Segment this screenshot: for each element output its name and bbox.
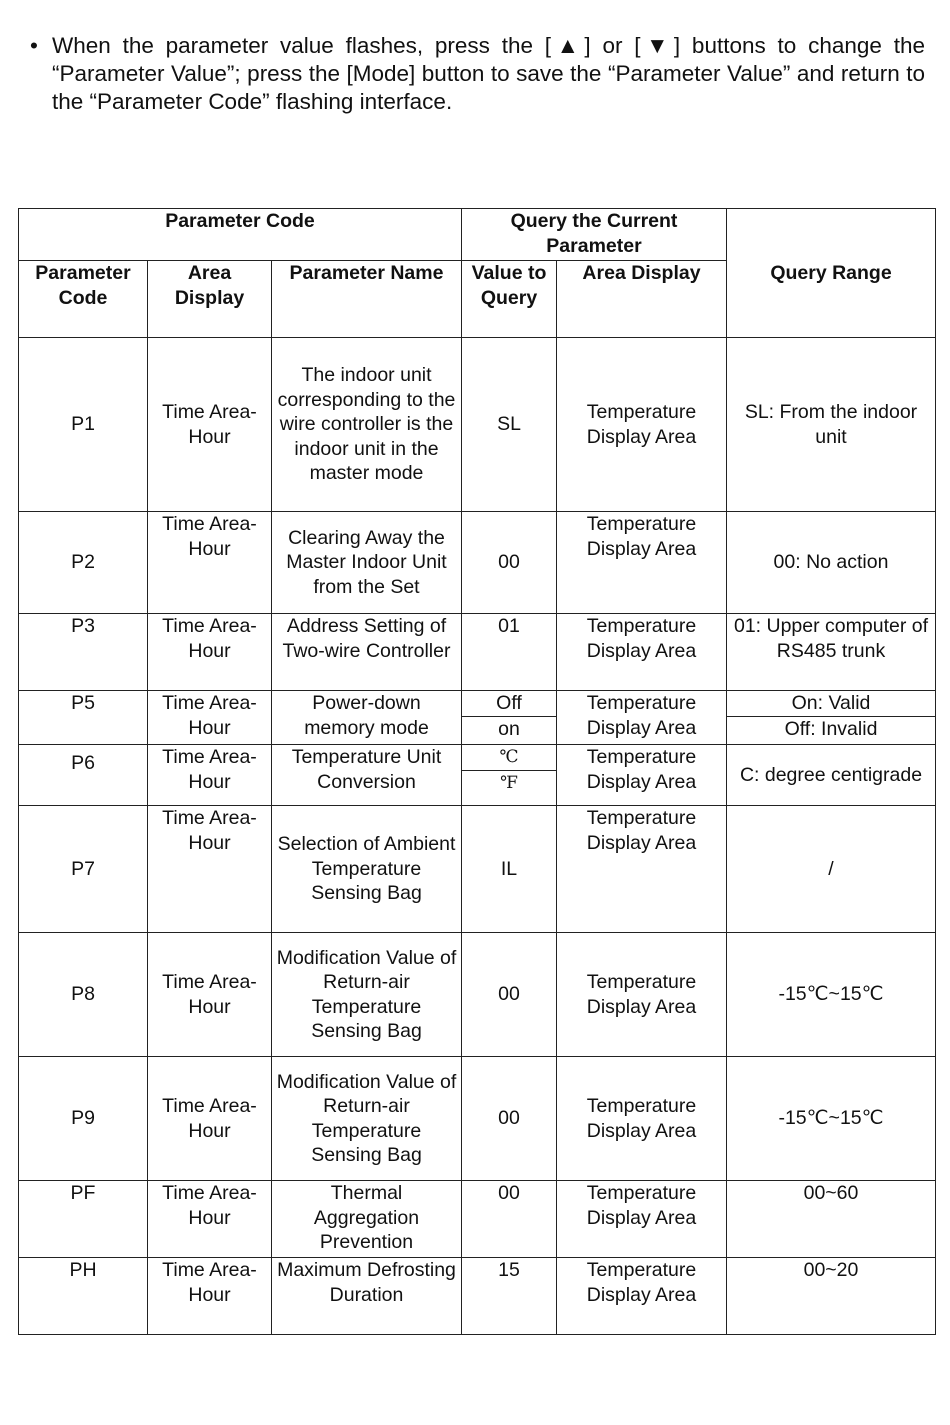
- cell-range: -15℃~15℃: [727, 1057, 936, 1181]
- cell-display: Temperature Display Area: [557, 691, 727, 745]
- cell-code: P8: [19, 933, 148, 1057]
- intro-text: When the parameter value flashes, press the [▲] or [▼] buttons to change the “Parameter Value”; press the [Mode] button to save the “Parameter Value” and return to the “Parameter Code” flashing interface.: [52, 33, 925, 114]
- cell-code: PF: [19, 1181, 148, 1258]
- cell-value: 01: [462, 614, 557, 691]
- cell-area: Time Area-Hour: [148, 745, 272, 806]
- cell-value: 00: [462, 512, 557, 614]
- cell-range: 00: No action: [727, 512, 936, 614]
- cell-code: P7: [19, 806, 148, 933]
- cell-area: Time Area-Hour: [148, 691, 272, 745]
- cell-value: IL: [462, 806, 557, 933]
- cell-range: C: degree centigrade: [727, 745, 936, 806]
- cell-display: Temperature Display Area: [557, 806, 727, 933]
- cell-code: P6: [19, 745, 148, 806]
- cell-name: Selection of Ambient Temperature Sensing Bag: [272, 806, 462, 933]
- cell-display: Temperature Display Area: [557, 512, 727, 614]
- table-row: [19, 806, 936, 933]
- table-row: [19, 1258, 936, 1335]
- header-parameter-code: Parameter Code: [19, 261, 148, 338]
- cell-code: P9: [19, 1057, 148, 1181]
- cell-code: PH: [19, 1258, 148, 1335]
- header-parameter-name: Parameter Name: [272, 261, 462, 338]
- cell-code: P1: [19, 338, 148, 512]
- cell-value: 15: [462, 1258, 557, 1335]
- cell-range-off: Off: Invalid: [727, 716, 935, 742]
- cell-display: Temperature Display Area: [557, 614, 727, 691]
- cell-range: 00~20: [727, 1258, 936, 1335]
- intro-paragraph: [30, 32, 925, 116]
- cell-display: Temperature Display Area: [557, 933, 727, 1057]
- cell-range: -15℃~15℃: [727, 933, 936, 1057]
- cell-name: Temperature Unit Conversion: [272, 745, 462, 806]
- cell-name: Modification Value of Return-air Temperature Sensing Bag: [272, 933, 462, 1057]
- cell-value-fahrenheit: ℉: [462, 770, 556, 796]
- table-row: [19, 614, 936, 691]
- cell-range: 01: Upper computer of RS485 trunk: [727, 614, 936, 691]
- bullet-icon: •: [30, 33, 38, 58]
- table-row: [19, 691, 936, 745]
- group-header-query-current: Query the Current Parameter: [462, 209, 727, 261]
- cell-value-split: [462, 745, 557, 806]
- header-value-to-query: Value to Query: [462, 261, 557, 338]
- cell-value-split: [462, 691, 557, 745]
- cell-code: P5: [19, 691, 148, 745]
- cell-area: Time Area-Hour: [148, 933, 272, 1057]
- table-row: [19, 933, 936, 1057]
- cell-code: P3: [19, 614, 148, 691]
- cell-area: Time Area-Hour: [148, 614, 272, 691]
- cell-name: Thermal Aggregation Prevention: [272, 1181, 462, 1258]
- table-row: [19, 512, 936, 614]
- cell-code: P2: [19, 512, 148, 614]
- cell-range: /: [727, 806, 936, 933]
- table-row: [19, 745, 936, 806]
- header-area-display-query: Area Display: [557, 261, 727, 338]
- cell-name: Power-down memory mode: [272, 691, 462, 745]
- cell-range: 00~60: [727, 1181, 936, 1258]
- cell-value: 00: [462, 1181, 557, 1258]
- cell-display: Temperature Display Area: [557, 338, 727, 512]
- cell-area: Time Area-Hour: [148, 512, 272, 614]
- cell-name: The indoor unit corresponding to the wire controller is the indoor unit in the master mode: [272, 338, 462, 512]
- cell-name: Clearing Away the Master Indoor Unit from the Set: [272, 512, 462, 614]
- table-row: [19, 1057, 936, 1181]
- cell-value: SL: [462, 338, 557, 512]
- cell-value: 00: [462, 1057, 557, 1181]
- cell-name: Modification Value of Return-air Temperature Sensing Bag: [272, 1057, 462, 1181]
- cell-display: Temperature Display Area: [557, 1057, 727, 1181]
- table-row: [19, 338, 936, 512]
- cell-display: Temperature Display Area: [557, 745, 727, 806]
- cell-area: Time Area-Hour: [148, 806, 272, 933]
- cell-value-on: on: [462, 716, 556, 742]
- cell-name: Address Setting of Two-wire Controller: [272, 614, 462, 691]
- cell-value: 00: [462, 933, 557, 1057]
- table-row: [19, 1181, 936, 1258]
- table-group-header-row: [19, 209, 936, 261]
- group-header-parameter-code: Parameter Code: [19, 209, 462, 261]
- cell-area: Time Area-Hour: [148, 1181, 272, 1258]
- cell-range-on: On: Valid: [791, 692, 871, 714]
- cell-range-split: [727, 691, 936, 745]
- header-query-range: Query Range: [727, 209, 936, 338]
- parameter-table: [18, 208, 936, 1335]
- cell-range: SL: From the indoor unit: [727, 338, 936, 512]
- cell-name: Maximum Defrosting Duration: [272, 1258, 462, 1335]
- cell-display: Temperature Display Area: [557, 1258, 727, 1335]
- cell-area: Time Area-Hour: [148, 338, 272, 512]
- cell-area: Time Area-Hour: [148, 1258, 272, 1335]
- cell-display: Temperature Display Area: [557, 1181, 727, 1258]
- header-area-display: Area Display: [148, 261, 272, 338]
- cell-value-off: Off: [496, 692, 522, 714]
- cell-value-celsius: ℃: [499, 747, 519, 767]
- cell-area: Time Area-Hour: [148, 1057, 272, 1181]
